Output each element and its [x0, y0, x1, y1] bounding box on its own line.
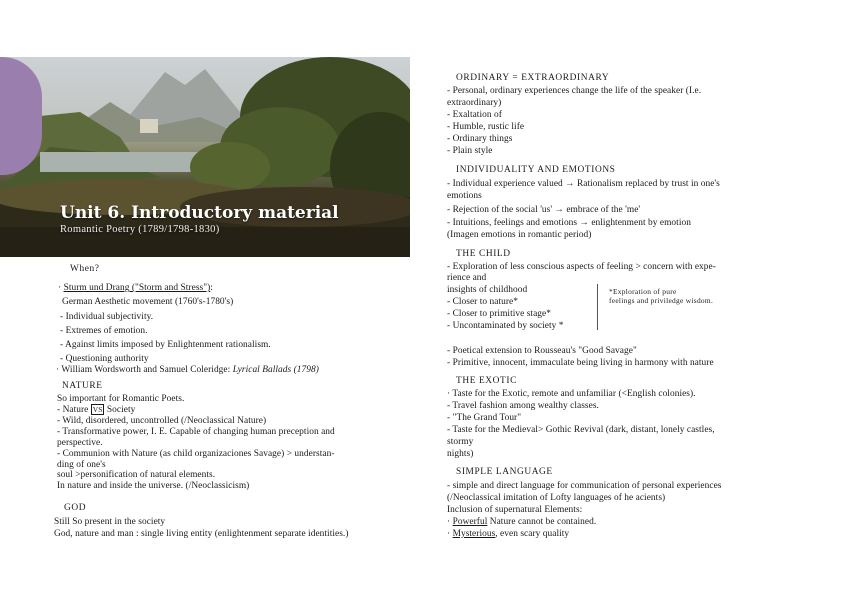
god-line-2: God, nature and man : single living entity (enlightenment separate identities.) [54, 529, 349, 539]
child-after-2: - Primitive, innocent, immaculate being living in harmony with nature [447, 358, 714, 368]
mysterious-line: · Mysterious, even scary quality [447, 529, 570, 539]
individuality-heading: INDIVIDUALITY AND EMOTIONS [456, 165, 616, 175]
child-line-5: - Closer to primitive stage* [447, 309, 551, 319]
indiv-line-3: - Rejection of the social 'us' → embrace of the 'me' [447, 205, 641, 215]
child-after-1: - Poetical extension to Rousseau's "Good Savage" [447, 346, 637, 356]
indiv-line-1: - Individual experience valued → Rationalism replaced by trust in one's [447, 179, 720, 189]
exotic-line-3: - "The Grand Tour" [447, 413, 522, 423]
ordinary-heading: ORDINARY = EXTRAORDINARY [456, 73, 610, 83]
note-divider [597, 284, 598, 330]
god-heading: GOD [64, 503, 87, 513]
vs-badge: VS [92, 405, 103, 414]
nature-heading: NATURE [62, 381, 103, 391]
exotic-line-5: stormy [447, 437, 474, 447]
ordinary-line-5: - Ordinary things [447, 134, 513, 144]
child-line-1: - Exploration of less conscious aspects of feeling > concern with expe- [447, 262, 716, 272]
nature-line-1: So important for Romantic Poets. [57, 394, 185, 404]
nature-line-5: perspective. [57, 438, 103, 448]
bullet-4: - Questioning authority [60, 354, 149, 364]
god-line-1: Still So present in the society [54, 517, 166, 527]
sturm-line: · Sturm und Drang ("Storm and Stress"): [58, 283, 213, 293]
bullet-3: - Against limits imposed by Enlightenment rationalism. [60, 340, 271, 350]
ordinary-line-3: - Exaltation of [447, 110, 502, 120]
when-heading: When? [70, 264, 100, 274]
bullet-1: - Individual subjectivity. [60, 312, 154, 322]
nature-line-3: - Wild, disordered, uncontrolled (/Neoclassical Nature) [57, 416, 267, 426]
exotic-line-6: nights) [447, 449, 474, 459]
ordinary-line-6: - Plain style [447, 146, 493, 156]
child-line-3: insights of childhood [447, 285, 528, 295]
child-line-2: rience and [447, 273, 487, 283]
exotic-heading: THE EXOTIC [456, 376, 517, 386]
exotic-line-4: - Taste for the Medieval> Gothic Revival (dark, distant, lonely castles, [447, 425, 715, 435]
ordinary-line-4: - Humble, rustic life [447, 122, 525, 132]
exotic-line-1: · Taste for the Exotic, remote and unfamiliar (<English colonies). [447, 389, 696, 399]
lyrical-ballads: Lyrical Ballads (1798) [232, 365, 319, 375]
bullet-2: - Extremes of emotion. [60, 326, 148, 336]
unit-title: Unit 6. Introductory material [60, 203, 339, 223]
child-line-6: - Uncontaminated by society * [447, 321, 564, 331]
child-line-4: - Closer to nature* [447, 297, 518, 307]
nature-line-7: ding of one's [57, 460, 106, 470]
ordinary-line-2: extraordinary) [447, 98, 502, 108]
child-note-1: *Exploration of pure [609, 287, 677, 296]
german-movement: German Aesthetic movement (1760's-1780's) [62, 297, 234, 307]
simple-line-3: Inclusion of supernatural Elements: [447, 505, 583, 515]
ordinary-line-1: - Personal, ordinary experiences change the life of the speaker (I.e. [447, 86, 702, 96]
child-heading: THE CHILD [456, 249, 511, 259]
nature-line-6: - Communion with Nature (as child organizaciones Savage) > understan- [57, 449, 335, 459]
exotic-line-2: - Travel fashion among wealthy classes. [447, 401, 599, 411]
indiv-line-5: (Imagen emotions in romantic period) [447, 230, 592, 240]
nature-line-9: In nature and inside the universe. (/Neoclassicism) [57, 481, 250, 491]
nature-line-4: - Transformative power, I. E. Capable of changing human preception and [57, 427, 335, 437]
unit-subtitle: Romantic Poetry (1789/1798-1830) [60, 224, 220, 235]
simple-line-2: (/Neoclassical imitation of Lofty languages of he acients) [447, 493, 666, 503]
simple-line-1: - simple and direct language for communication of personal experiences [447, 481, 722, 491]
simple-language-heading: SIMPLE LANGUAGE [456, 467, 553, 477]
wordsworth-line: · William Wordsworth and Samuel Coleridge: Lyrical Ballads (1798) [56, 365, 319, 375]
sturm-link: Sturm und Drang ("Storm and Stress") [63, 283, 211, 293]
powerful-line: · Powerful Nature cannot be contained. [447, 517, 597, 527]
child-note-2: feelings and priviledge wisdom. [609, 296, 714, 305]
nature-line-8: soul >personification of natural elements. [57, 470, 216, 480]
indiv-line-2: emotions [447, 191, 482, 201]
indiv-line-4: - Intuitions, feelings and emotions → enlightenment by emotion [447, 218, 691, 228]
nature-line-2: - Nature VS Society [57, 405, 136, 415]
